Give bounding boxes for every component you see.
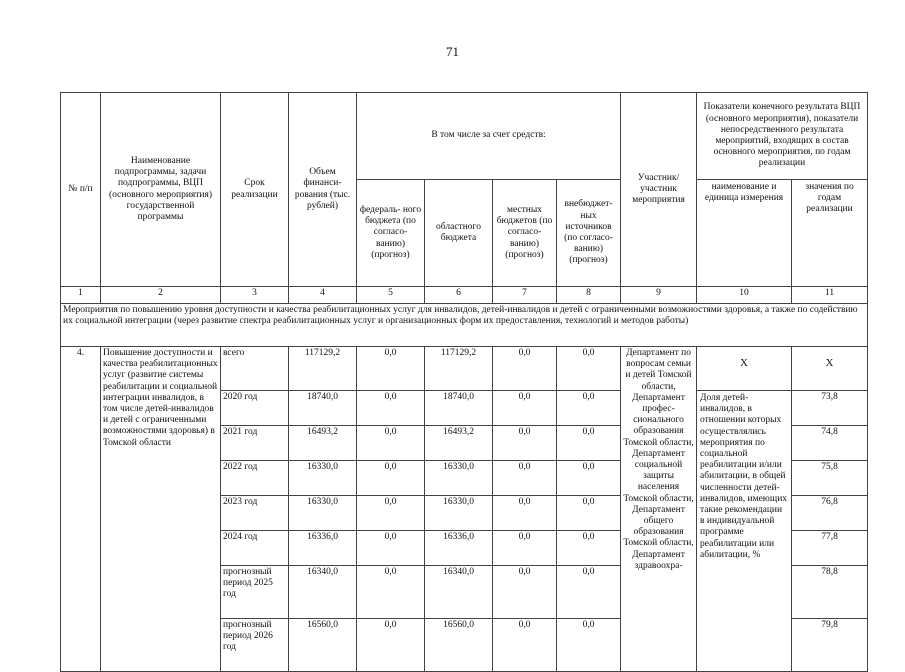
row-local: 0,0	[493, 426, 557, 461]
indicator-value: 77,8	[792, 531, 868, 566]
program-table	[60, 92, 868, 672]
indicator-value: 75,8	[792, 461, 868, 496]
header-indicator-name: наименование и единица измерения	[697, 180, 792, 287]
row-extra: 0,0	[557, 347, 621, 391]
column-number: 3	[221, 287, 289, 304]
row-federal: 0,0	[357, 566, 425, 619]
row-extra: 0,0	[557, 391, 621, 426]
header-term: Срок реализации	[221, 93, 289, 287]
row-local: 0,0	[493, 347, 557, 391]
column-number: 7	[493, 287, 557, 304]
column-number: 11	[792, 287, 868, 304]
row-local: 0,0	[493, 531, 557, 566]
row-extra: 0,0	[557, 461, 621, 496]
header-participant: Участник/ участник мероприятия	[621, 93, 697, 287]
header-regional: областного бюджета	[425, 180, 493, 287]
header-local: местных бюджетов (по согласо- ванию) (прогноз)	[493, 180, 557, 287]
section-title: Мероприятия по повышению уровня доступности и качества реабилитационных услуг для инвалидов, детей-инвалидов и детей с ограниченными возможностями здоровья, а также по содействию их социальной интеграции (через развитие спектра реабилитационных услуг и организационных форм их предоставления, технологий и методов работы)	[61, 304, 868, 347]
column-number: 10	[697, 287, 792, 304]
row-extra: 0,0	[557, 496, 621, 531]
row-volume: 117129,2	[289, 347, 357, 391]
row-volume: 18740,0	[289, 391, 357, 426]
page-number: 71	[446, 44, 459, 59]
header-indicator-values: значения по годам реализации	[792, 180, 868, 287]
column-number: 1	[61, 287, 101, 304]
row-federal: 0,0	[357, 347, 425, 391]
row-regional: 16340,0	[425, 566, 493, 619]
row-federal: 0,0	[357, 496, 425, 531]
row-regional: 117129,2	[425, 347, 493, 391]
row-extra: 0,0	[557, 566, 621, 619]
header-no: № п/п	[61, 93, 101, 287]
row-regional: 16330,0	[425, 461, 493, 496]
row-term: всего	[221, 347, 289, 391]
row-local: 0,0	[493, 461, 557, 496]
column-number: 2	[101, 287, 221, 304]
row-extra: 0,0	[557, 426, 621, 461]
row-term: 2022 год	[221, 461, 289, 496]
row-regional: 16493,2	[425, 426, 493, 461]
row-federal: 0,0	[357, 531, 425, 566]
row-volume: 16330,0	[289, 496, 357, 531]
indicator-value: 78,8	[792, 566, 868, 619]
indicator-name-total-mark: Х	[697, 347, 792, 391]
participant-cell: Департамент по вопросам семьи и детей Томской области, Департамент профес- сионального образования Томской области, Департамент социальной защиты населения Томской области, Департамент общего образования Томской области, Департамент здравоохра-	[621, 347, 697, 672]
header-volume: Объем финанси- рования (тыс. рублей)	[289, 93, 357, 287]
section-row	[61, 304, 868, 347]
header-federal: федераль- ного бюджета (по согласо- ванию) (прогноз)	[357, 180, 425, 287]
row-regional: 18740,0	[425, 391, 493, 426]
row-volume: 16493,2	[289, 426, 357, 461]
row-local: 0,0	[493, 619, 557, 672]
row-term: 2020 год	[221, 391, 289, 426]
column-number: 9	[621, 287, 697, 304]
row-federal: 0,0	[357, 426, 425, 461]
row-extra: 0,0	[557, 619, 621, 672]
row-federal: 0,0	[357, 619, 425, 672]
row-extra: 0,0	[557, 531, 621, 566]
row-volume: 16560,0	[289, 619, 357, 672]
column-number: 5	[357, 287, 425, 304]
row-regional: 16330,0	[425, 496, 493, 531]
row-term: 2023 год	[221, 496, 289, 531]
row-regional: 16560,0	[425, 619, 493, 672]
column-numbers-row	[61, 287, 868, 304]
row-volume: 16330,0	[289, 461, 357, 496]
indicator-value: 74,8	[792, 426, 868, 461]
row-term: прогнозный период 2026 год	[221, 619, 289, 672]
indicator-value: 73,8	[792, 391, 868, 426]
row-local: 0,0	[493, 566, 557, 619]
row-local: 0,0	[493, 391, 557, 426]
item-name: Повышение доступности и качества реабилитационных услуг (развитие системы реабилитации и социальной интеграции инвалидов, в том числе детей-инвалидов и детей с ограниченными возможностями здоровья) в Томской области	[101, 347, 221, 672]
header-sources-group: В том числе за счет средств:	[357, 93, 621, 180]
header-indicators-group: Показатели конечного результата ВЦП (основного мероприятия), показатели непосредственного результата мероприятий, входящих в состав основного мероприятия, по годам реализации	[697, 93, 868, 180]
row-volume: 16340,0	[289, 566, 357, 619]
indicator-value: 76,8	[792, 496, 868, 531]
item-number: 4.	[61, 347, 101, 672]
column-number: 8	[557, 287, 621, 304]
indicator-name: Доля детей-инвалидов, в отношении которых осуществлялись мероприятия по социальной реабилитации и/или абилитации, в общей численности детей-инвалидов, имеющих такие рекомендации в индивидуальной программе реабилитации или абилитации, %	[697, 391, 792, 672]
row-federal: 0,0	[357, 391, 425, 426]
header-name: Наименование подпрограммы, задачи подпрограммы, ВЦП (основного мероприятия) государственной программы	[101, 93, 221, 287]
row-regional: 16336,0	[425, 531, 493, 566]
row-term: 2021 год	[221, 426, 289, 461]
column-number: 4	[289, 287, 357, 304]
row-federal: 0,0	[357, 461, 425, 496]
row-term: прогнозный период 2025 год	[221, 566, 289, 619]
row-local: 0,0	[493, 496, 557, 531]
indicator-value: 79,8	[792, 619, 868, 672]
header-row-1	[61, 93, 868, 180]
indicator-value-total-mark: Х	[792, 347, 868, 391]
row-volume: 16336,0	[289, 531, 357, 566]
row-term: 2024 год	[221, 531, 289, 566]
table-row	[61, 347, 868, 391]
header-extra: внебюджет- ных источников (по согласо- ванию) (прогноз)	[557, 180, 621, 287]
column-number: 6	[425, 287, 493, 304]
